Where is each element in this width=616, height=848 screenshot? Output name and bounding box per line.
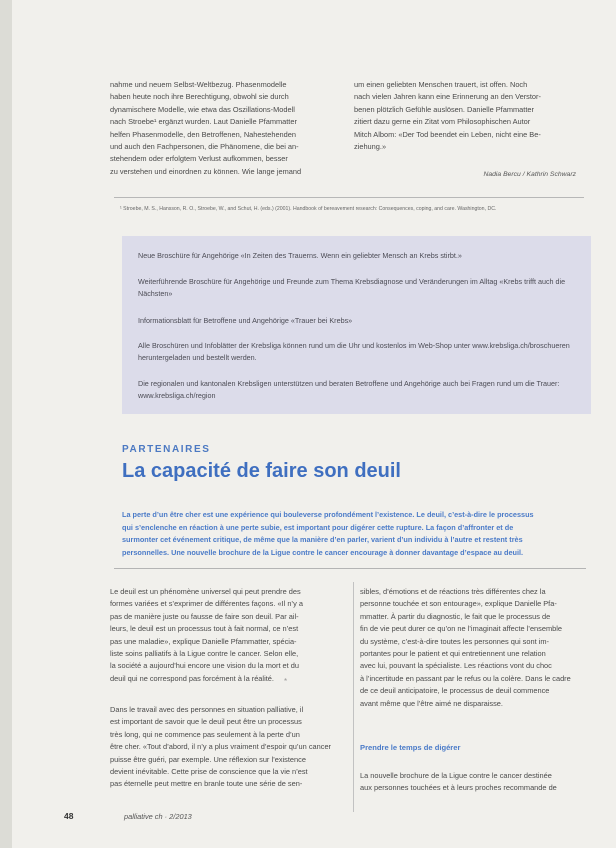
section-kicker: PARTENAIRES bbox=[122, 444, 211, 455]
text-line: nach vielen Jahren kann eine Erinnerung an den Verstor- bbox=[354, 92, 541, 102]
text-line: être cher. «Tout d’abord, il n’y a plus vraiment d’espoir qu’un cancer bbox=[110, 742, 332, 752]
text-line: zitiert dazu gerne ein Zitat vom Philosophischen Autor bbox=[354, 117, 531, 127]
text-line: à l’incertitude en passant par le refus ou la colère. Dans le cadre bbox=[360, 673, 571, 683]
magazine-name: palliative ch · 2/2013 bbox=[124, 812, 192, 821]
lead-paragraph bbox=[122, 509, 586, 560]
text-line: stehendem oder erfolgtem Verlust aufkommen, besser bbox=[110, 154, 288, 164]
text-line: und auch den Fachpersonen, die Phänomene, die bei an- bbox=[110, 142, 299, 152]
text-line: surmonter cet événement critique, de même que la manière d’en parler, varient d’un individu à l’autre et restent très bbox=[122, 535, 523, 545]
text-line: devient inévitable. Cette prise de conscience que la vie n’est bbox=[110, 767, 308, 777]
text-line: deuil qui ne correspond pas forcément à la réalité. bbox=[110, 673, 274, 683]
text-line: dynamischere Modelle, wie etwa das Oszillations-Modell bbox=[110, 104, 295, 114]
info-item: Weiterführende Broschüre für Angehörige und Freunde zum Thema Krebsdiagnose und Veränderungen im Alltag «Krebs trifft auch die Nächsten» bbox=[138, 277, 566, 298]
footnote-divider bbox=[114, 197, 584, 198]
magazine-page bbox=[12, 0, 616, 848]
info-box bbox=[122, 236, 591, 414]
text-line: portantes pour le patient et qui entretiennent une relation bbox=[360, 649, 546, 659]
column-divider bbox=[353, 582, 354, 812]
text-line: personne touchée et son entourage», explique Danielle Pfa- bbox=[360, 599, 557, 609]
text-line: sibles, d’émotions et de réactions très différentes chez la bbox=[360, 587, 546, 596]
text-line: ziehung.» bbox=[354, 142, 387, 152]
text-line: de ce deuil anticipatoire, le processus de deuil commence bbox=[360, 686, 550, 696]
text-line: Mitch Albom: «Der Tod beendet ein Leben, nicht eine Be- bbox=[354, 129, 541, 139]
page-number: 48 bbox=[64, 811, 74, 821]
text-line: fin de vie peut durer ce qu’on ne l’imaginait affecte l’ensemble bbox=[360, 624, 562, 634]
text-line: Le deuil est un phénomène universel qui peut prendre des bbox=[110, 587, 301, 596]
text-line: liste soins palliatifs à la Ligue contre le cancer. Selon elle, bbox=[110, 649, 299, 659]
fold-mark: * bbox=[284, 677, 288, 686]
info-item: Informationsblatt für Betroffene und Angehörige «Trauer bei Krebs» bbox=[138, 316, 353, 325]
text-line: pas éternelle peut mettre en branle toute une série de sen- bbox=[110, 779, 303, 789]
subheading: Prendre le temps de digérer bbox=[360, 743, 461, 752]
info-item: Die regionalen und kantonalen Krebsligen unterstützen und beraten Betroffene und Angehörige auch bei Fragen rund um die Trauer: www.krebsliga.ch/region bbox=[138, 379, 560, 400]
text-line: avant même que l’être aimé ne disparaisse. bbox=[360, 698, 503, 708]
text-line: formes variées et s’exprimer de différentes façons. «Il n’y a bbox=[110, 599, 303, 609]
text-line: très long, qui ne commence pas seulement à la perte d’un bbox=[110, 729, 300, 739]
info-item: Neue Broschüre für Angehörige «In Zeiten des Trauerns. Wenn ein geliebter Mensch an Krebs stirbt.» bbox=[138, 251, 462, 260]
text-line: leurs, le deuil est un processus tout à fait normal, ce n’est bbox=[110, 624, 299, 634]
text-line: Dans le travail avec des personnes en situation palliative, il bbox=[110, 705, 304, 714]
text-line: qui s’enclenche en réaction à une perte subie, est important pour digérer cette rupture. La façon d’affronter et de bbox=[122, 522, 514, 532]
text-line: du système, c’est-à-dire toutes les personnes qui sont im- bbox=[360, 636, 549, 646]
text-line: La perte d’un être cher est une expérience qui bouleverse profondément l’existence. Le deuil, c’est-à-dire le processus bbox=[122, 510, 534, 519]
text-line: la société a aujourd’hui encore une vision du la mort et du bbox=[110, 661, 299, 671]
footnote: ¹ Stroebe, M. S., Hansson, R. O., Stroebe, W., and Schut, H. (eds.) (2001). Handbook of bereavement research: Consequences, coping, and care. Washington, DC. bbox=[120, 206, 497, 212]
top-left-column bbox=[110, 79, 343, 178]
body-left-column bbox=[110, 586, 346, 685]
lead-divider bbox=[114, 568, 586, 569]
text-line: La nouvelle brochure de la Ligue contre le cancer destinée bbox=[360, 771, 552, 780]
text-line: pas de manière juste ou fausse de faire son deuil. Par ail- bbox=[110, 611, 299, 621]
text-line: aux personnes touchées et à leurs proches recommande de bbox=[360, 783, 557, 793]
text-line: zu verstehen und einordnen zu können. Wie lange jemand bbox=[110, 166, 302, 176]
text-line: haben heute noch ihre Berechtigung, obwohl sie durch bbox=[110, 92, 289, 102]
body-right-column bbox=[360, 586, 586, 710]
top-right-column bbox=[354, 79, 586, 153]
text-line: pas une maladie», explique Danielle Pfammatter, spécia- bbox=[110, 636, 297, 646]
text-line: puisse être guéri, par exemple. Une réflexion sur l’existence bbox=[110, 754, 306, 764]
body-right-column-2 bbox=[360, 770, 586, 795]
author-signature: Nadia Bercu / Kathrin Schwarz bbox=[483, 171, 576, 178]
body-left-column-2 bbox=[110, 704, 346, 791]
text-line: personnelles. Une nouvelle brochure de la Ligue contre le cancer encourage à donner davantage d’espace au deuil. bbox=[122, 548, 524, 558]
text-line: mmatter. À partir du diagnostic, le fait que le processus de bbox=[360, 611, 551, 621]
text-line: avec lui, pouvant la spécialiste. Les réactions vont du choc bbox=[360, 661, 552, 671]
text-line: nach Stroebe¹ ergänzt wurden. Laut Danielle Pfammatter bbox=[110, 117, 297, 127]
text-line: nahme und neuem Selbst-Weltbezug. Phasenmodelle bbox=[110, 80, 287, 89]
info-item: Alle Broschüren und Infoblätter der Krebsliga können rund um die Uhr und kostenlos im Web-Shop unter www.krebsliga.ch/broschueren heruntergeladen und bestellt werden. bbox=[138, 341, 570, 362]
text-line: benen plötzlich Gefühle auslösen. Danielle Pfammatter bbox=[354, 104, 534, 114]
text-line: um einen geliebten Menschen trauert, ist offen. Noch bbox=[354, 80, 528, 89]
text-line: est important de savoir que le deuil peut être un processus bbox=[110, 717, 302, 727]
text-line: helfen Phasenmodelle, den Betroffenen, Nahestehenden bbox=[110, 129, 297, 139]
article-title: La capacité de faire son deuil bbox=[122, 460, 401, 482]
